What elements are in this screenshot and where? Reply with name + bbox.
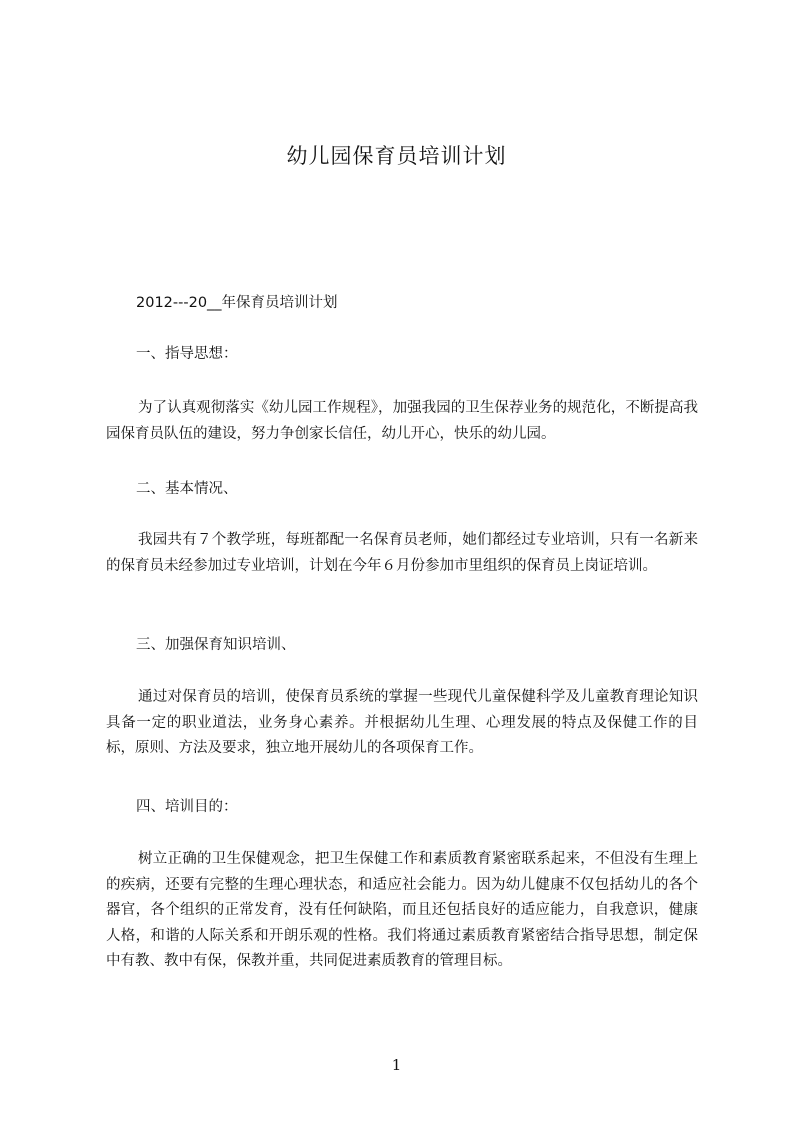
section-paragraph-training-purpose: 树立正确的卫生保健观念，把卫生保健工作和素质教育紧密联系起来，不但没有生理上的疾病，还要有完整的生理心理状态，和适应社会能力。因为幼儿健康不仅包括幼儿的各个器官，各个组织的正常发育，没有任何缺陷，而且还包括良好的适应能力，自我意识，健康人格，和谐的人际关系和开朗乐观的性格。我们将通过素质教育紧密结合指导思想，制定保中有教、教中有保，保教并重，共同促进素质教育的管理目标。 xyxy=(106,851,698,970)
section-heading-training-purpose: 四、培训目的： xyxy=(136,799,238,815)
section-paragraph-basic-situation: 我园共有７个教学班，每班都配一名保育员老师，她们都经过专业培训，只有一名新来的保育员未经参加过专业培训，计划在今年６月份参加市里组织的保育员上岗证培训。 xyxy=(106,532,698,574)
section-heading-knowledge-training: 三、加强保育知识培训、 xyxy=(136,637,296,653)
section-paragraph-guiding-thought: 为了认真观彻落实《幼儿园工作规程》，加强我园的卫生保荐业务的规范化，不断提高我园保育员队伍的建设，努力争创家长信任，幼儿开心，快乐的幼儿园。 xyxy=(106,400,698,442)
section-heading-basic-situation: 二、基本情况、 xyxy=(136,481,238,497)
section-paragraph-knowledge-training: 通过对保育员的培训，使保育员系统的掌握一些现代儿童保健科学及儿童教育理论知识具备一定的职业道法，业务身心素养。并根据幼儿生理、心理发展的特点及保健工作的目标，原则、方法及要求，独立地开展幼儿的各项保育工作。 xyxy=(106,689,698,757)
document-title: 幼儿园保育员培训计划 xyxy=(286,144,507,168)
page-number: 1 xyxy=(391,1056,402,1074)
section-heading-guiding-thought: 一、指导思想： xyxy=(136,346,238,362)
document-subtitle: 2012---20__年保育员培训计划 xyxy=(136,295,338,311)
